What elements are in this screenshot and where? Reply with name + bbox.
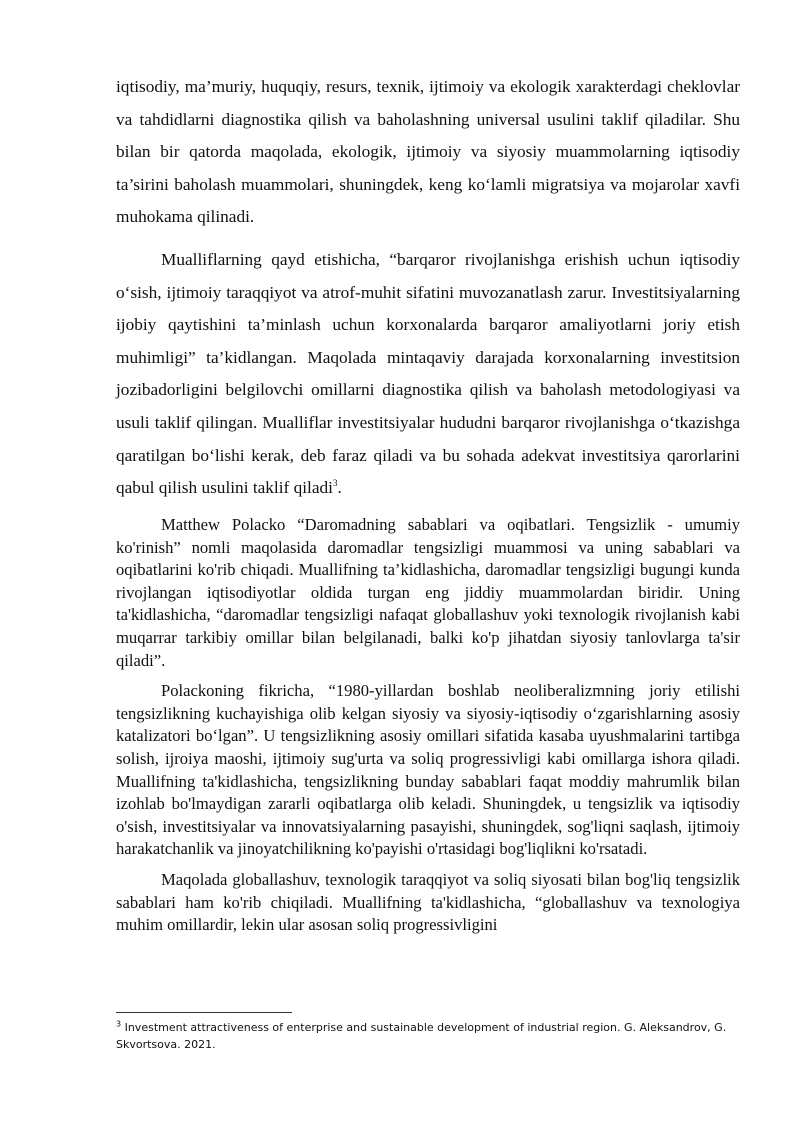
- paragraph-continuation: iqtisodiy, ma’muriy, huquqiy, resurs, texnik, ijtimoiy va ekologik xarakterdagi cheklovlar va tahdidlarni diagnostika qilish va baholashning universal usulini taklif qiladilar. Shu bilan bir qatorda maqolada, ekologik, ijtimoiy va siyosiy muammolarning iqtisodiy ta’sirini baholash muammolari, shuningdek, keng ko‘lamli migratsiya va mojarolar xavfi muhokama qilinadi.: [116, 77, 740, 227]
- footnote-text: Investment attractiveness of enterprise and sustainable development of industrial region. G. Aleksandrov, G. Skvortsova. 2021.: [116, 1021, 727, 1051]
- paragraph-authors-note: Mualliflarning qayd etishicha, “barqaror rivojlanishga erishish uchun iqtisodiy o‘sish, ijtimoiy taraqqiyot va atrof-muhit sifatini muvozanatlash zarur. Investitsiyalarning ijobiy qaytishini ta’minlash uchun korxonalarda barqaror amaliyotlarni joriy etish muhimligi” ta’kidlangan. Maqolada mintaqaviy darajada korxonalarning investitsion jozibadorligini belgilovchi omillarni diagnostika qilish va baholash metodologiyasi va usuli taklif qilingan. Mualliflar investitsiyalar hududni barqaror rivojlanishga o‘tkazishga qaratilgan bo‘lishi kerak, deb faraz qiladi va bu sohada adekvat investitsiya qarorlarini qabul qilish usulini taklif qiladi$^3$.: [116, 249, 740, 498]
- footnote: [116, 1019, 740, 1053]
- paragraph-globalization: Maqolada globallashuv, texnologik taraqqiyot va soliq siyosati bilan bog'liq tengsizlik sabablari ham ko'rib chiqiladi. Muallifning ta'kidlashicha, “globallashuv va texnologiya muhim omillardir, lekin ular asosan soliq progressivligini: [116, 869, 740, 935]
- footnote-number: 3: [116, 1019, 122, 1029]
- footnote-reference[interactable]: 3: [332, 478, 338, 489]
- paragraph-authors-note-text: Mualliflarning qayd etishicha, “barqaror rivojlanishga erishish uchun iqtisodiy o‘sish, ijtimoiy taraqqiyot va atrof-muhit sifatini muvozanatlash zarur. Investitsiyalarning ijobiy qaytishini ta’minlash uchun korxonalarda barqaror amaliyotlarni joriy etish muhimligi” ta’kidlangan. Maqolada mintaqaviy darajada korxonalarning investitsion jozibadorligini belgilovchi omillarni diagnostika qilish va baholash metodologiyasi va usuli taklif qilingan. Mualliflar investitsiyalar hududni barqaror rivojlanishga o‘tkazishga qaratilgan bo‘lishi kerak, deb faraz qiladi va bu sohada adekvat investitsiya qarorlarini qabul qilish usulini taklif qiladi: [116, 249, 740, 498]
- paragraph-polacko-article: Matthew Polacko “Daromadning sabablari va oqibatlari. Tengsizlik - umumiy ko'rinish” nomli maqolasida daromadlar tengsizligi muammosi va uning sabablari va oqibatlarini ko'rib chiqadi. Muallifning ta’kidlashicha, daromadlar tengsizligi bugungi kunda rivojlangan iqtisodiyotlar oldida turgan eng jiddiy muammolardan biridir. Uning ta'kidlashicha, “daromadlar tengsizligi nafaqat globallashuv yoki texnologik rivojlanish kabi muqarrar tarkibiy omillar bilan belgilanadi, balki ko'p jihatdan siyosiy tanlovlarga ta'sir qiladi”.: [116, 515, 740, 670]
- footnote-divider: [116, 1012, 292, 1013]
- text-block-upper: [116, 71, 740, 505]
- text-block-lower: [116, 514, 740, 937]
- paragraph-polacko-opinion: Polackoning fikricha, “1980-yillardan boshlab neoliberalizmning joriy etilishi tengsizlikning kuchayishiga olib kelgan siyosiy va siyosiy-iqtisodiy o‘zgarishlarning asosiy katalizatori bo‘lgan”. U tengsizlikning asosiy omillari sifatida kasaba uyushmalarini tartibga solish, ijroiya maoshi, ijtimoiy sug'urta va soliq progressivligi kabi omillarga ishora qiladi. Muallifning ta'kidlashicha, tengsizlikning bunday sabablari faqat moddiy mahrumlik bilan izohlab bo'lmaydigan zararli oqibatlarga olib keladi. Shuningdek, u tengsizlik va iqtisodiy o'sish, investitsiyalar va innovatsiyalarning pasayishi, shuningdek, sog'liqni saqlash, ijtimoiy harakatchanlik va jinoyatchilikning ko'payishi o'rtasidagi bog'liqlikni ko'rsatadi.: [116, 681, 740, 859]
